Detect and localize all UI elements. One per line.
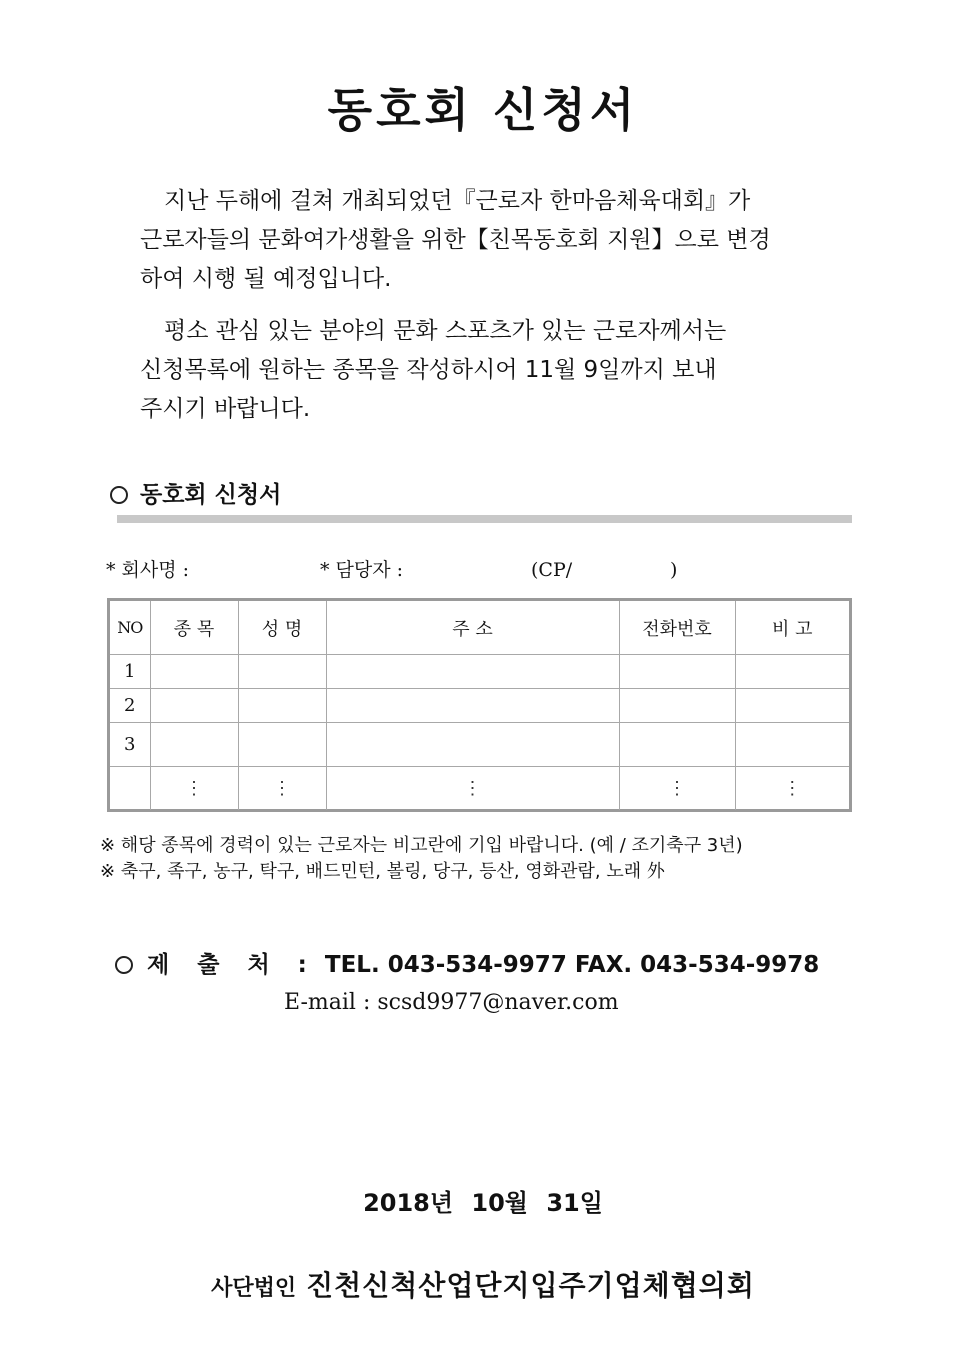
column-header-remarks: 비 고 xyxy=(735,601,849,655)
submission-phone-fax: TEL. 043-534-9977 FAX. 043-534-9978 xyxy=(324,952,820,978)
column-header-address: 주 소 xyxy=(326,601,619,655)
event-cell[interactable] xyxy=(150,655,238,689)
empty-cell xyxy=(110,767,150,810)
vertical-ellipsis-icon: ⋮ xyxy=(273,777,291,799)
table-row xyxy=(110,655,849,689)
section-divider xyxy=(117,515,852,523)
continuation-cell xyxy=(735,767,849,810)
section-heading-text: 동호회 신청서 xyxy=(140,482,282,508)
organization-name: 진천신척산업단지입주기업체협의회 xyxy=(306,1269,755,1302)
column-header-name: 성 명 xyxy=(238,601,326,655)
remarks-cell[interactable] xyxy=(735,723,849,767)
remarks-cell[interactable] xyxy=(735,655,849,689)
intro-line: 하여 시행 될 예정입니다. xyxy=(140,266,392,292)
asterisk-icon: * xyxy=(320,559,330,581)
vertical-ellipsis-icon: ⋮ xyxy=(668,777,686,799)
event-cell[interactable] xyxy=(150,723,238,767)
submission-label: 제 출 처 : xyxy=(147,952,317,978)
column-header-no: NO xyxy=(110,601,150,655)
name-cell[interactable] xyxy=(238,689,326,723)
manager-label: 담당자 : xyxy=(335,559,404,581)
table-row-continuation xyxy=(110,767,849,810)
company-name-label: 회사명 : xyxy=(121,559,190,581)
vertical-ellipsis-icon: ⋮ xyxy=(463,777,482,799)
intro-line: 근로자들의 문화여가생활을 위한【친목동호회 지원】으로 변경 xyxy=(140,227,771,253)
circle-bullet-icon xyxy=(115,956,133,974)
company-name-field[interactable] xyxy=(106,556,189,584)
section-heading xyxy=(110,478,281,512)
note-sports-list: ※ 축구, 족구, 농구, 탁구, 배드민턴, 볼링, 당구, 등산, 영화관람, 노래 外 xyxy=(100,861,665,882)
column-header-phone: 전화번호 xyxy=(619,601,735,655)
vertical-ellipsis-icon: ⋮ xyxy=(185,777,203,799)
vertical-ellipsis-icon: ⋮ xyxy=(783,777,802,799)
phone-cell[interactable] xyxy=(619,655,735,689)
remarks-cell[interactable] xyxy=(735,689,849,723)
manager-field[interactable] xyxy=(320,556,403,584)
table-row xyxy=(110,723,849,767)
row-number: 3 xyxy=(110,723,150,767)
application-table xyxy=(107,598,852,812)
address-cell[interactable] xyxy=(326,689,619,723)
intro-line: 주시기 바랍니다. xyxy=(140,396,311,422)
organization xyxy=(0,1266,966,1310)
intro-line: 평소 관심 있는 분야의 문화 스포츠가 있는 근로자께서는 xyxy=(164,318,727,344)
event-cell[interactable] xyxy=(150,689,238,723)
document-title: 동호회 신청서 xyxy=(327,83,639,137)
phone-cell[interactable] xyxy=(619,689,735,723)
cp-field-open[interactable]: (CP/ xyxy=(531,559,573,581)
continuation-cell xyxy=(619,767,735,810)
submission-contact xyxy=(115,948,819,982)
column-header-event: 종 목 xyxy=(150,601,238,655)
intro-paragraph-2 xyxy=(140,312,840,429)
continuation-cell xyxy=(326,767,619,810)
cp-field-close: ) xyxy=(670,559,678,581)
name-cell[interactable] xyxy=(238,655,326,689)
intro-line: 신청목록에 원하는 종목을 작성하시어 11월 9일까지 보내 xyxy=(140,357,717,383)
note-experience: ※ 해당 종목에 경력이 있는 근로자는 비고란에 기입 바랍니다. (예 / 조기축구 3년) xyxy=(100,835,743,856)
circle-bullet-icon xyxy=(110,486,128,504)
address-cell[interactable] xyxy=(326,655,619,689)
continuation-cell xyxy=(238,767,326,810)
phone-cell[interactable] xyxy=(619,723,735,767)
asterisk-icon: * xyxy=(106,559,116,581)
table-row xyxy=(110,689,849,723)
document-date: 2018년 10월 31일 xyxy=(363,1189,603,1217)
organization-prefix: 사단법인 xyxy=(211,1276,297,1301)
intro-paragraph-1 xyxy=(140,182,840,299)
address-cell[interactable] xyxy=(326,723,619,767)
submission-email[interactable]: E-mail : scsd9977@naver.com xyxy=(284,990,619,1015)
intro-line: 지난 두해에 걸쳐 개최되었던『근로자 한마음체육대회』가 xyxy=(164,188,751,214)
continuation-cell xyxy=(150,767,238,810)
row-number: 2 xyxy=(110,689,150,723)
table-header-row xyxy=(110,601,849,655)
row-number: 1 xyxy=(110,655,150,689)
name-cell[interactable] xyxy=(238,723,326,767)
